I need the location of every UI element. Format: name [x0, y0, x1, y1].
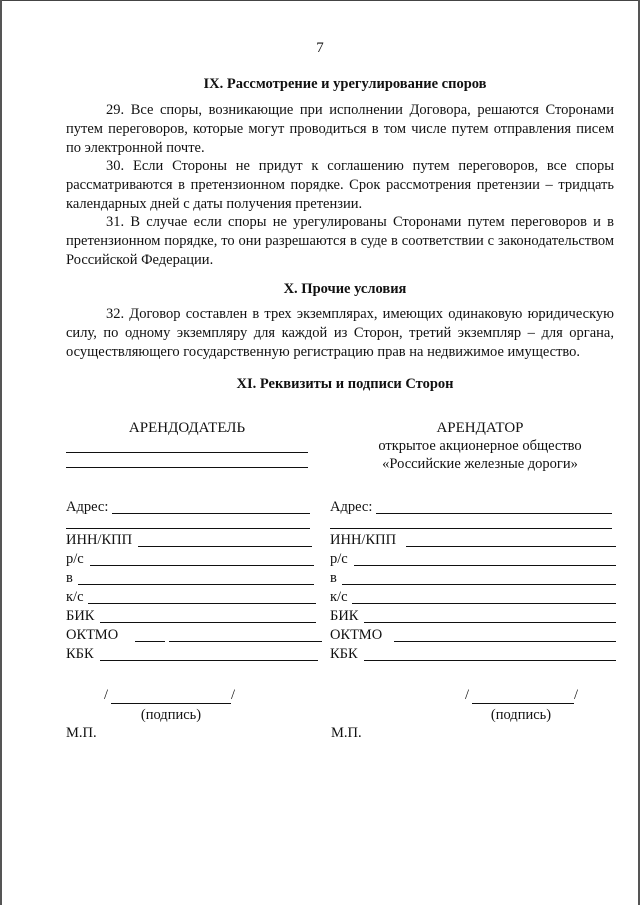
page-number: 7 [316, 40, 324, 56]
tenant-kbk-line[interactable] [364, 660, 616, 661]
landlord-oktmo-line-short[interactable] [135, 641, 165, 642]
tenant-bank-label: в [330, 570, 337, 586]
tenant-oktmo-line[interactable] [394, 641, 616, 642]
tenant-signature-line[interactable] [472, 703, 574, 704]
tenant-rs-field[interactable] [330, 550, 616, 568]
tenant-inn-field[interactable] [330, 531, 616, 549]
landlord-address-line[interactable] [112, 513, 310, 514]
tenant-stamp-label: М.П. [331, 725, 362, 741]
landlord-bank-line[interactable] [78, 584, 314, 585]
landlord-inn-field[interactable] [66, 531, 312, 549]
landlord-ks-label: к/с [66, 589, 84, 605]
clause-29: 29. Все споры, возникающие при исполнении Договора, решаются Сторонами путем переговоров, которые могут проводиться в том числе путем отправления писем по электронной почте. [66, 102, 614, 156]
tenant-oktmo-field[interactable] [330, 626, 616, 644]
landlord-name-line-2[interactable] [66, 467, 308, 468]
landlord-oktmo-line[interactable] [169, 641, 322, 642]
landlord-signature-line[interactable] [111, 703, 231, 704]
landlord-bank-label: в [66, 570, 73, 586]
tenant-rs-label: р/с [330, 551, 348, 567]
tenant-kbk-field[interactable] [330, 645, 616, 663]
tenant-oktmo-label: ОКТМО [330, 627, 383, 643]
landlord-oktmo-label: ОКТМО [66, 627, 119, 643]
tenant-address-line[interactable] [376, 513, 612, 514]
landlord-kbk-label: КБК [66, 646, 94, 662]
landlord-rs-line[interactable] [90, 565, 314, 566]
tenant-org-type: открытое акционерное общество [378, 438, 582, 454]
tenant-inn-label: ИНН/КПП [330, 532, 397, 548]
tenant-inn-line[interactable] [406, 546, 616, 547]
tenant-org-name: «Российские железные дороги» [382, 456, 578, 472]
landlord-rs-label: р/с [66, 551, 84, 567]
landlord-bik-line[interactable] [100, 622, 316, 623]
clause-30: 30. Если Стороны не придут к соглашению путем переговоров, все споры рассматриваются в претензионном порядке. Срок рассмотрения претензии – тридцать календарных дней с даты получения претензии. [66, 158, 614, 212]
landlord-inn-label: ИНН/КПП [66, 532, 133, 548]
landlord-address-label: Адрес: [66, 499, 109, 515]
tenant-bik-label: БИК [330, 608, 359, 624]
landlord-inn-line[interactable] [138, 546, 312, 547]
tenant-bik-line[interactable] [364, 622, 616, 623]
tenant-address-label: Адрес: [330, 499, 373, 515]
section-xi-heading: XI. Реквизиты и подписи Сторон [236, 376, 454, 392]
section-x-heading: X. Прочие условия [283, 281, 407, 297]
landlord-oktmo-field[interactable] [66, 626, 322, 644]
page-border-top [0, 0, 640, 1]
tenant-rs-line[interactable] [354, 565, 616, 566]
page-border-left [0, 0, 2, 905]
tenant-ks-field[interactable] [330, 588, 616, 606]
tenant-signature-close-slash: / [574, 687, 579, 703]
landlord-stamp-label: М.П. [66, 725, 97, 741]
tenant-ks-line[interactable] [352, 603, 616, 604]
landlord-title: АРЕНДОДАТЕЛЬ [128, 420, 246, 436]
tenant-address-field[interactable] [330, 498, 612, 516]
landlord-name-line-1[interactable] [66, 452, 308, 453]
tenant-signature-open-slash: / [465, 687, 470, 703]
tenant-bank-line[interactable] [342, 584, 616, 585]
landlord-kbk-field[interactable] [66, 645, 318, 663]
tenant-bank-field[interactable] [330, 569, 616, 587]
tenant-address-line-2[interactable] [330, 528, 612, 529]
landlord-ks-line[interactable] [88, 603, 316, 604]
landlord-signature-open-slash: / [104, 687, 109, 703]
tenant-signature-caption: (подпись) [490, 707, 552, 723]
landlord-signature-close-slash: / [231, 687, 236, 703]
landlord-address-field[interactable] [66, 498, 310, 516]
landlord-bik-label: БИК [66, 608, 95, 624]
tenant-kbk-label: КБК [330, 646, 358, 662]
landlord-kbk-line[interactable] [100, 660, 318, 661]
tenant-bik-field[interactable] [330, 607, 616, 625]
section-ix-heading: IX. Рассмотрение и урегулирование споров [203, 76, 487, 92]
landlord-signature-caption: (подпись) [140, 707, 202, 723]
landlord-ks-field[interactable] [66, 588, 316, 606]
landlord-rs-field[interactable] [66, 550, 314, 568]
landlord-address-line-2[interactable] [66, 528, 310, 529]
clause-31: 31. В случае если споры не урегулированы Сторонами путем переговоров и в претензионном порядке, то они разрешаются в суде в соответствии с законодательством Российской Федерации. [66, 214, 614, 268]
landlord-bik-field[interactable] [66, 607, 316, 625]
clause-32: 32. Договор составлен в трех экземплярах, имеющих одинаковую юридическую силу, по одному экземпляру для каждой из Сторон, третий экземпляр – для органа, осуществляющего государственную регистрацию прав на недвижимое имущество. [66, 306, 614, 360]
tenant-ks-label: к/с [330, 589, 348, 605]
tenant-title: АРЕНДАТОР [436, 420, 524, 436]
landlord-bank-field[interactable] [66, 569, 314, 587]
